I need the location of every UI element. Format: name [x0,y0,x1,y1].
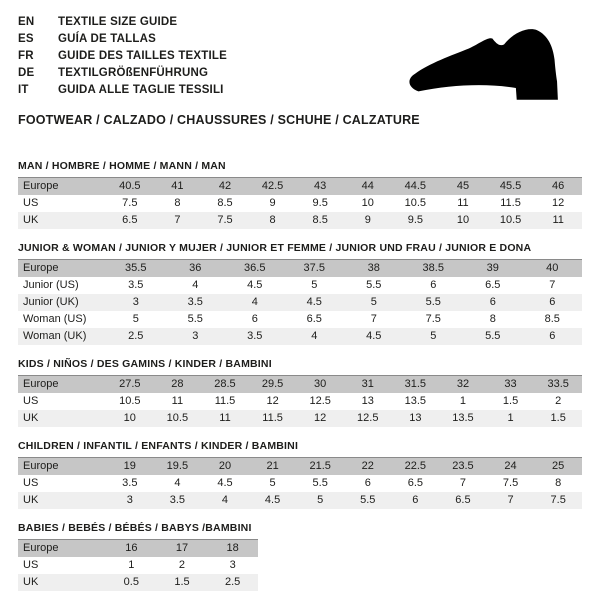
size-row [18,492,582,509]
size-cell: 29.5 [249,376,297,394]
size-cell: 13 [392,410,440,427]
size-table-section-0 [18,159,582,229]
lang-code: DE [18,67,35,79]
size-cell: 7 [344,311,404,328]
size-table-section-4 [18,521,582,591]
size-cell: 5.5 [344,492,392,509]
row-label: UK [18,410,106,427]
row-label: Junior (US) [18,277,106,294]
header-row [18,260,582,278]
size-cell: 38 [344,260,404,278]
size-cell: 4 [285,328,345,345]
size-cell: 33.5 [534,376,582,394]
size-cell: 3.5 [154,492,202,509]
size-tables-container [18,159,582,591]
size-cell: 5 [344,294,404,311]
size-cell: 46 [534,178,582,196]
size-cell: 2.5 [106,328,166,345]
size-cell: 11.5 [249,410,297,427]
size-cell: 4 [201,492,249,509]
size-cell: 10.5 [487,212,535,229]
size-cell: 8 [534,475,582,492]
size-cell: 33 [487,376,535,394]
size-row [18,475,582,492]
shoe-icon [398,20,580,104]
size-row [18,574,258,591]
table-title: BABIES / BEBÉS / BÉBÉS / BABYS /BAMBINI [18,522,252,534]
size-cell: 5 [249,475,297,492]
lang-text: GUÍA DE TALLAS [58,33,156,45]
header-row [18,540,258,558]
size-cell: 17 [157,540,208,558]
size-cell: 4.5 [285,294,345,311]
size-cell: 3 [207,557,258,574]
size-cell: 8 [463,311,523,328]
size-cell: 21.5 [296,458,344,476]
size-cell: 7.5 [201,212,249,229]
size-table [18,457,582,509]
size-cell: 9.5 [296,195,344,212]
size-row [18,294,582,311]
size-cell: 8.5 [523,311,583,328]
size-cell: 5 [285,277,345,294]
size-cell: 6.5 [106,212,154,229]
size-cell: 28 [154,376,202,394]
size-cell: 2 [157,557,208,574]
size-row [18,557,258,574]
row-label: Europe [18,260,106,278]
size-cell: 6 [392,492,440,509]
size-cell: 44.5 [392,178,440,196]
lang-code: EN [18,16,35,28]
size-cell: 13.5 [392,393,440,410]
table-title: KIDS / NIÑOS / DES GAMINS / KINDER / BAMBINI [18,358,272,370]
size-row [18,328,582,345]
size-cell: 11.5 [487,195,535,212]
size-cell: 0.5 [106,574,157,591]
table-title: JUNIOR & WOMAN / JUNIOR Y MUJER / JUNIOR ET FEMME / JUNIOR UND FRAU / JUNIOR E DONA [18,242,532,254]
size-cell: 7.5 [106,195,154,212]
size-cell: 8.5 [201,195,249,212]
size-cell: 12.5 [344,410,392,427]
size-cell: 4.5 [225,277,285,294]
size-cell: 22.5 [392,458,440,476]
header-row [18,178,582,196]
lang-text: GUIDE DES TAILLES TEXTILE [58,50,227,62]
size-cell: 25 [534,458,582,476]
size-cell: 6.5 [463,277,523,294]
size-cell: 21 [249,458,297,476]
size-row [18,195,582,212]
size-cell: 13.5 [439,410,487,427]
size-table-section-2 [18,357,582,427]
size-cell: 32 [439,376,487,394]
size-cell: 5 [106,311,166,328]
size-cell: 41 [154,178,202,196]
size-cell: 1.5 [534,410,582,427]
size-cell: 43 [296,178,344,196]
size-cell: 3.5 [106,475,154,492]
size-table [18,539,258,591]
size-cell: 6 [523,294,583,311]
row-label: US [18,475,106,492]
row-label: Woman (US) [18,311,106,328]
size-cell: 9 [249,195,297,212]
size-cell: 13 [344,393,392,410]
size-cell: 12 [249,393,297,410]
size-cell: 3.5 [106,277,166,294]
size-cell: 5.5 [463,328,523,345]
size-cell: 6 [463,294,523,311]
size-cell: 4.5 [249,492,297,509]
size-cell: 36 [166,260,226,278]
size-table-section-1 [18,241,582,345]
size-table-section-3 [18,439,582,509]
size-cell: 38.5 [404,260,464,278]
size-cell: 1 [439,393,487,410]
size-cell: 28.5 [201,376,249,394]
size-cell: 4.5 [201,475,249,492]
row-label: Europe [18,540,106,558]
size-cell: 19 [106,458,154,476]
row-label: Europe [18,178,106,196]
size-cell: 5 [296,492,344,509]
size-cell: 6.5 [439,492,487,509]
size-cell: 7 [439,475,487,492]
size-row [18,277,582,294]
size-cell: 4 [225,294,285,311]
size-cell: 2 [534,393,582,410]
size-cell: 1 [106,557,157,574]
row-label: US [18,557,106,574]
size-cell: 31.5 [392,376,440,394]
size-cell: 4 [166,277,226,294]
size-cell: 1.5 [487,393,535,410]
size-cell: 8 [249,212,297,229]
table-title: CHILDREN / INFANTIL / ENFANTS / KINDER / BAMBINI [18,440,299,452]
size-cell: 11 [534,212,582,229]
size-cell: 5.5 [344,277,404,294]
size-cell: 24 [487,458,535,476]
size-row [18,311,582,328]
size-row [18,212,582,229]
size-cell: 1.5 [157,574,208,591]
size-cell: 10.5 [154,410,202,427]
size-cell: 31 [344,376,392,394]
size-cell: 45.5 [487,178,535,196]
category-title: FOOTWEAR / CALZADO / CHAUSSURES / SCHUHE / CALZATURE [18,113,420,127]
size-cell: 37.5 [285,260,345,278]
size-cell: 6 [523,328,583,345]
size-cell: 7.5 [534,492,582,509]
size-cell: 9 [344,212,392,229]
size-cell: 7.5 [404,311,464,328]
size-cell: 16 [106,540,157,558]
size-row [18,410,582,427]
size-cell: 10 [439,212,487,229]
size-cell: 11 [201,410,249,427]
table-title: MAN / HOMBRE / HOMME / MANN / MAN [18,160,226,172]
size-cell: 1 [487,410,535,427]
size-cell: 3.5 [225,328,285,345]
size-cell: 5.5 [166,311,226,328]
size-cell: 6 [404,277,464,294]
size-cell: 4 [154,475,202,492]
size-cell: 6 [344,475,392,492]
size-table [18,259,582,345]
lang-code: ES [18,33,34,45]
lang-text: TEXTILGRÖßENFÜHRUNG [58,67,209,79]
size-cell: 8.5 [296,212,344,229]
size-cell: 9.5 [392,212,440,229]
size-row [18,393,582,410]
size-table [18,375,582,427]
size-cell: 40.5 [106,178,154,196]
size-cell: 10.5 [106,393,154,410]
size-cell: 39 [463,260,523,278]
size-cell: 7 [523,277,583,294]
row-label: Europe [18,376,106,394]
size-cell: 18 [207,540,258,558]
size-cell: 23.5 [439,458,487,476]
lang-code: FR [18,50,34,62]
lang-code: IT [18,84,29,96]
size-cell: 3 [166,328,226,345]
size-cell: 6.5 [285,311,345,328]
size-cell: 27.5 [106,376,154,394]
size-cell: 22 [344,458,392,476]
size-cell: 7 [487,492,535,509]
size-cell: 6 [225,311,285,328]
header-row [18,376,582,394]
size-cell: 12 [534,195,582,212]
size-cell: 7 [154,212,202,229]
size-cell: 3 [106,294,166,311]
row-label: UK [18,574,106,591]
size-cell: 10 [106,410,154,427]
lang-text: TEXTILE SIZE GUIDE [58,16,178,28]
row-label: Junior (UK) [18,294,106,311]
size-cell: 12 [296,410,344,427]
row-label: Europe [18,458,106,476]
row-label: UK [18,492,106,509]
row-label: US [18,393,106,410]
size-cell: 11 [154,393,202,410]
row-label: Woman (UK) [18,328,106,345]
size-cell: 20 [201,458,249,476]
size-cell: 3.5 [166,294,226,311]
size-cell: 3 [106,492,154,509]
size-cell: 40 [523,260,583,278]
size-cell: 44 [344,178,392,196]
size-cell: 42 [201,178,249,196]
size-cell: 42.5 [249,178,297,196]
size-cell: 45 [439,178,487,196]
size-cell: 10.5 [392,195,440,212]
size-cell: 7.5 [487,475,535,492]
size-cell: 19.5 [154,458,202,476]
size-cell: 5 [404,328,464,345]
size-cell: 11.5 [201,393,249,410]
lang-text: GUIDA ALLE TAGLIE TESSILI [58,84,224,96]
row-label: UK [18,212,106,229]
size-cell: 5.5 [296,475,344,492]
size-cell: 10 [344,195,392,212]
size-cell: 5.5 [404,294,464,311]
size-cell: 6.5 [392,475,440,492]
size-cell: 2.5 [207,574,258,591]
size-table [18,177,582,229]
size-cell: 11 [439,195,487,212]
size-cell: 4.5 [344,328,404,345]
row-label: US [18,195,106,212]
size-cell: 35.5 [106,260,166,278]
size-cell: 12.5 [296,393,344,410]
size-cell: 36.5 [225,260,285,278]
size-cell: 8 [154,195,202,212]
size-cell: 30 [296,376,344,394]
header-row [18,458,582,476]
